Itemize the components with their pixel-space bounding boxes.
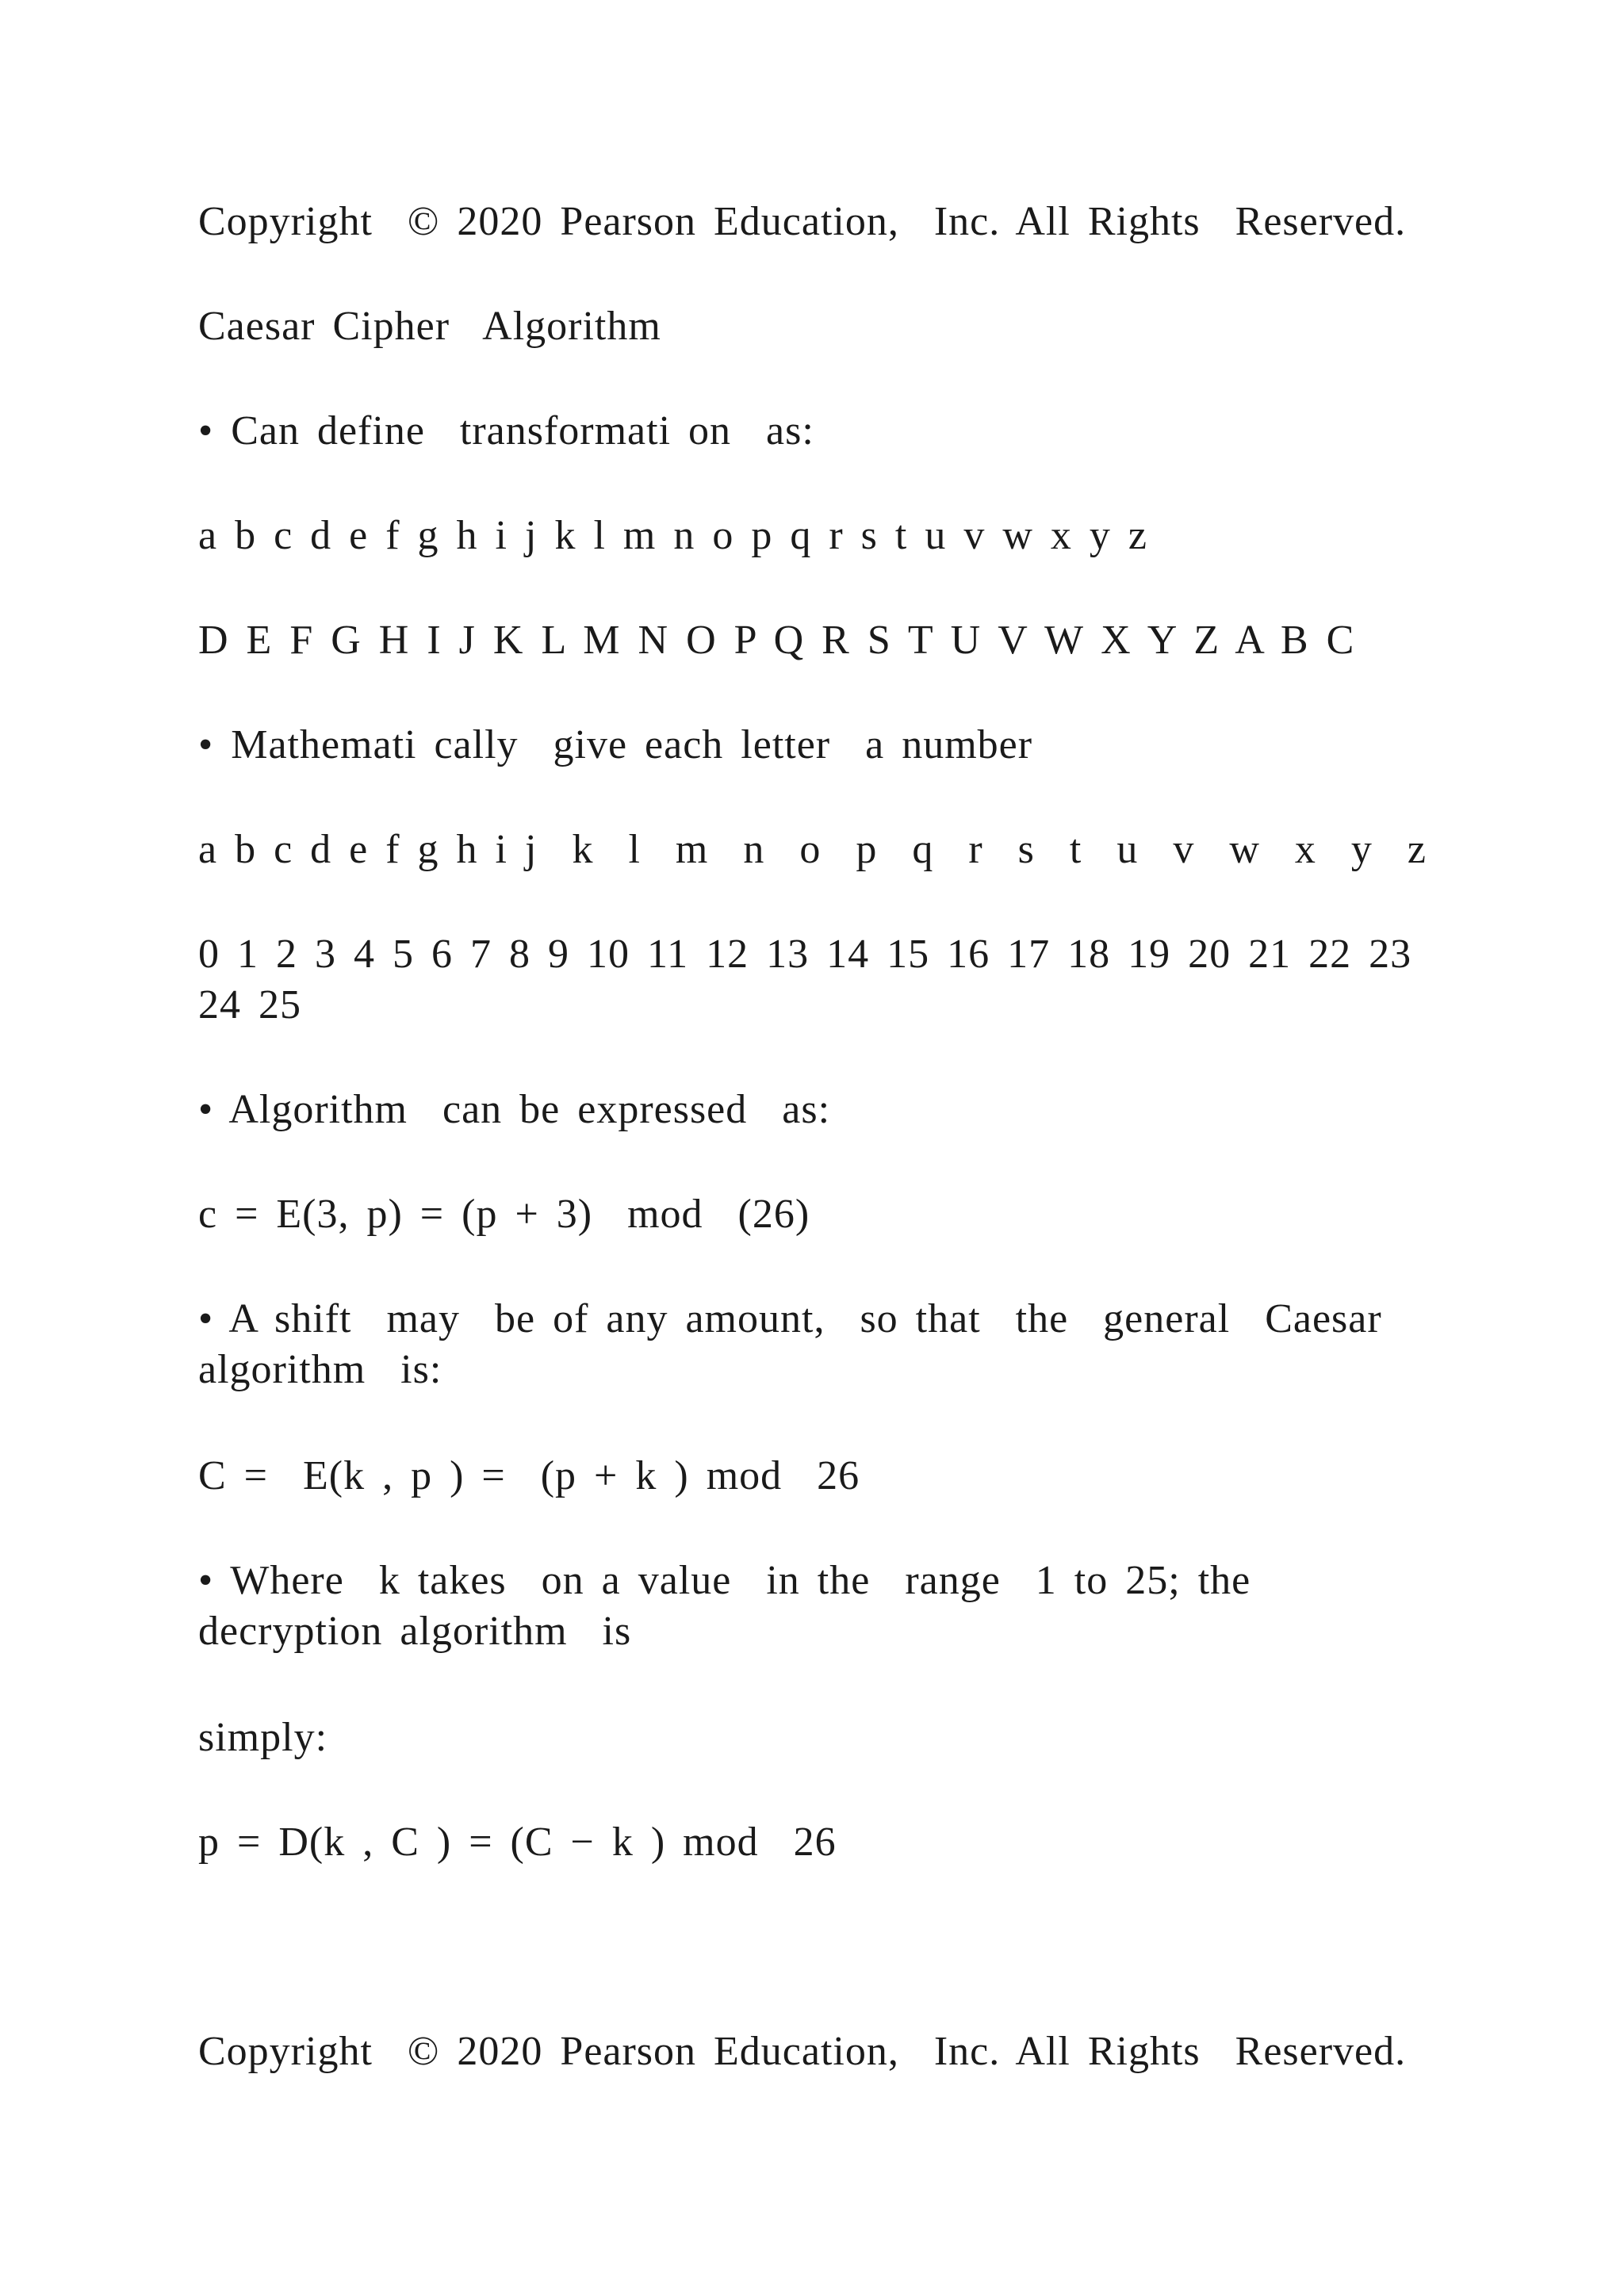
bullet-shift: • A shift may be of any amount, so that the general Caesar algorithm is: [198,1296,1400,1392]
alphabet-spaced: a b c d e f g h i j k l m n o p q r s t u v w x y z [198,827,1427,872]
header-copyright: Copyright © 2020 Pearson Education, Inc. All Rights Reserved. [198,199,1407,244]
cipher-alphabet: D E F G H I J K L M N O P Q R S T U V W X Y Z A B C [198,618,1355,663]
formula-caesar-3: c = E(3, p) = (p + 3) mod (26) [198,1192,810,1237]
plain-alphabet: a b c d e f g h i j k l m n o p q r s t u v w x y z [198,513,1147,558]
bullet-number: • Mathemati cally give each letter a number [198,722,1033,767]
simply-label: simply: [198,1715,328,1760]
alphabet-numbers: 0 1 2 3 4 5 6 7 8 9 10 11 12 13 14 15 16 17 18 19 20 21 22 23 24 25 [198,932,1430,1027]
formula-general: C = E(k , p ) = (p + k ) mod 26 [198,1453,860,1498]
page-title: Caesar Cipher Algorithm [198,304,661,349]
bullet-algorithm: • Algorithm can be expressed as: [198,1087,831,1132]
bullet-where: • Where k takes on a value in the range 1 to 25; the decryption algorithm is [198,1558,1286,1654]
footer-copyright: Copyright © 2020 Pearson Education, Inc. All Rights Reserved. [198,2029,1407,2074]
formula-decrypt: p = D(k , C ) = (C − k ) mod 26 [198,1820,837,1865]
bullet-transformation: • Can define transformati on as: [198,408,814,453]
